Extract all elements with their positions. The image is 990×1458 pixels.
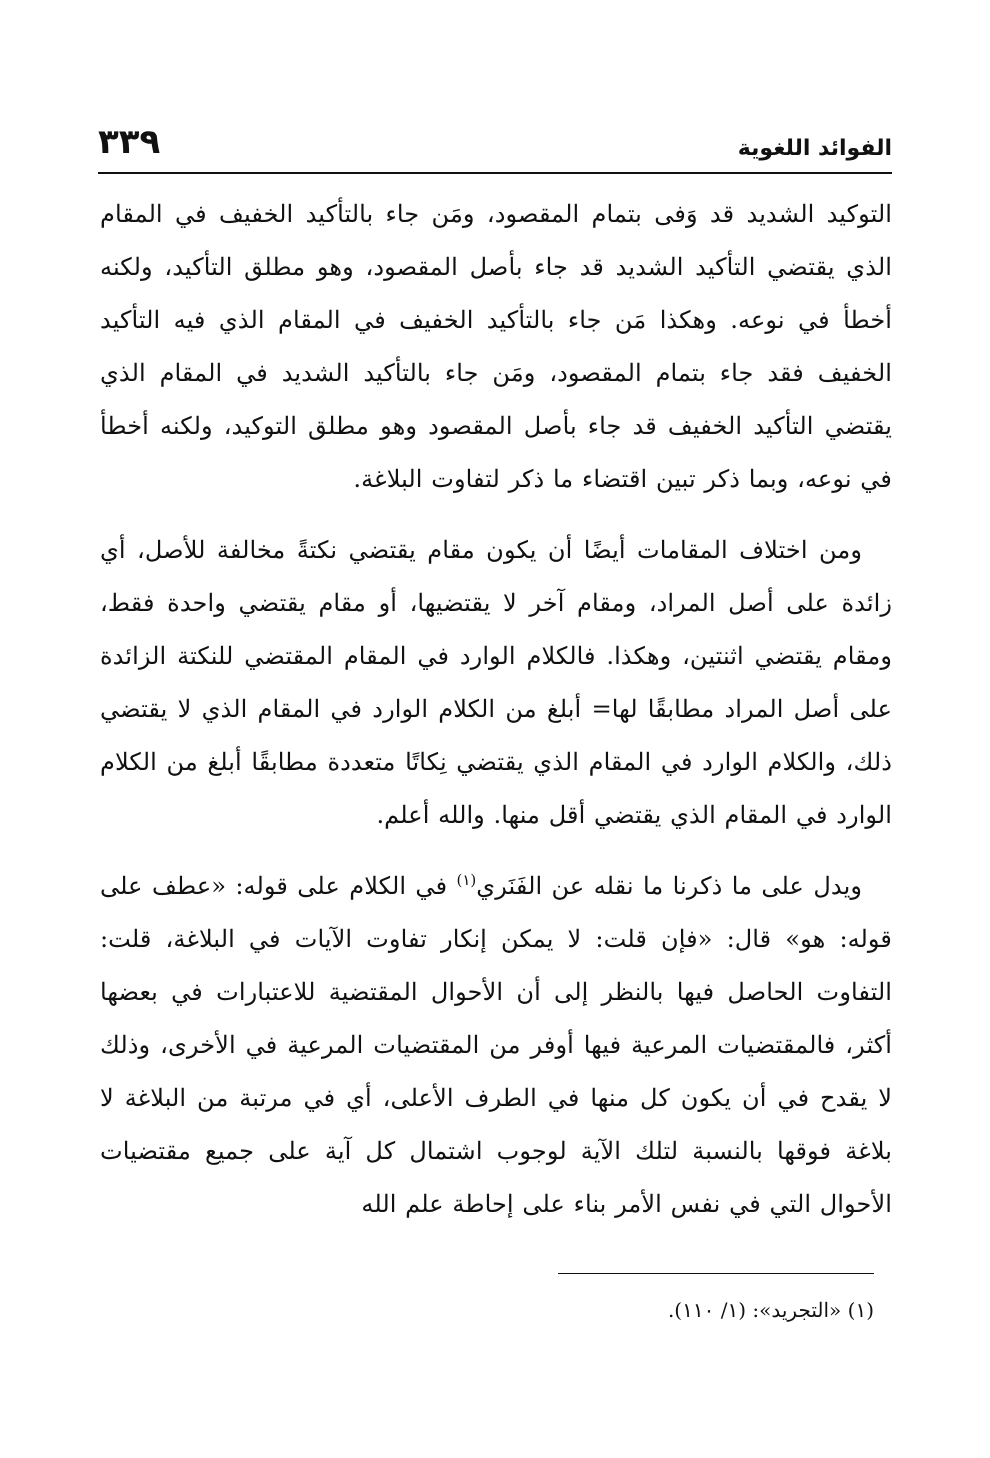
page-number: ٣٣٩ xyxy=(98,122,161,162)
running-title: الفوائد اللغوية xyxy=(737,136,892,161)
paragraph-1: التوكيد الشديد قد وَفى بتمام المقصود، ومَن جاء بالتأكيد الخفيف في المقام الذي يقتضي التأكيد الشديد قد جاء بأصل المقصود، وهو مطلق التأكيد، ولكنه أخطأ في نوعه. وهكذا مَن جاء بالتأكيد الخفيف في المقام الذي فيه التأكيد الخفيف فقد جاء بتمام المقصود، ومَن جاء بالتأكيد الشديد في المقام الذي يقتضي التأكيد الخفيف قد جاء بأصل المقصود وهو مطلق التوكيد، ولكنه أخطأ في نوعه، وبما ذكر تبين اقتضاء ما ذكر لتفاوت البلاغة. xyxy=(100,200,892,493)
paragraph-3-rest: في الكلام على قوله: «عطف على قوله: هو» قال: «فإن قلت: لا يمكن إنكار تفاوت الآيات في البلاغة، قلت: التفاوت الحاصل فيها بالنظر إلى أن الأحوال المقتضية للاعتبارات في بعضها أكثر، فالمقتضيات المرعية فيها أوفر من المقتضيات المرعية في الأخرى، وذلك لا يقدح في أن يكون كل منها في الطرف الأعلى، أي في مرتبة من البلاغة لا بلاغة فوقها بالنسبة لتلك الآية لوجوب اشتمال كل آية على جميع مقتضيات الأحوال التي في نفس الأمر بناء على إحاطة علم الله xyxy=(100,872,892,1218)
paragraph-3-start: ويدل على ما ذكرنا ما نقله عن الفَنَري xyxy=(476,872,862,900)
footnote-rule xyxy=(558,1273,874,1274)
page-header xyxy=(98,118,892,178)
header-rule xyxy=(98,172,892,174)
paragraph-3 xyxy=(100,860,892,1231)
paragraph-2: ومن اختلاف المقامات أيضًا أن يكون مقام يقتضي نكتةً مخالفة للأصل، أي زائدة على أصل المراد، ومقام آخر لا يقتضيها، أو مقام يقتضي واحدة فقط، ومقام يقتضي اثنتين، وهكذا. فالكلام الوارد في المقام المقتضي للنكتة الزائدة على أصل المراد مطابقًا لها= أبلغ من الكلام الوارد في المقام الذي لا يقتضي ذلك، والكلام الوارد في المقام الذي يقتضي نِكاتًا متعددة مطابقًا أبلغ من الكلام الوارد في المقام الذي يقتضي أقل منها. والله أعلم. xyxy=(100,536,892,829)
page-body xyxy=(100,188,892,1249)
footnote: (١) «التجريد»: (١/ ١١٠). xyxy=(667,1298,874,1322)
footnote-ref[interactable]: (١) xyxy=(456,870,477,889)
